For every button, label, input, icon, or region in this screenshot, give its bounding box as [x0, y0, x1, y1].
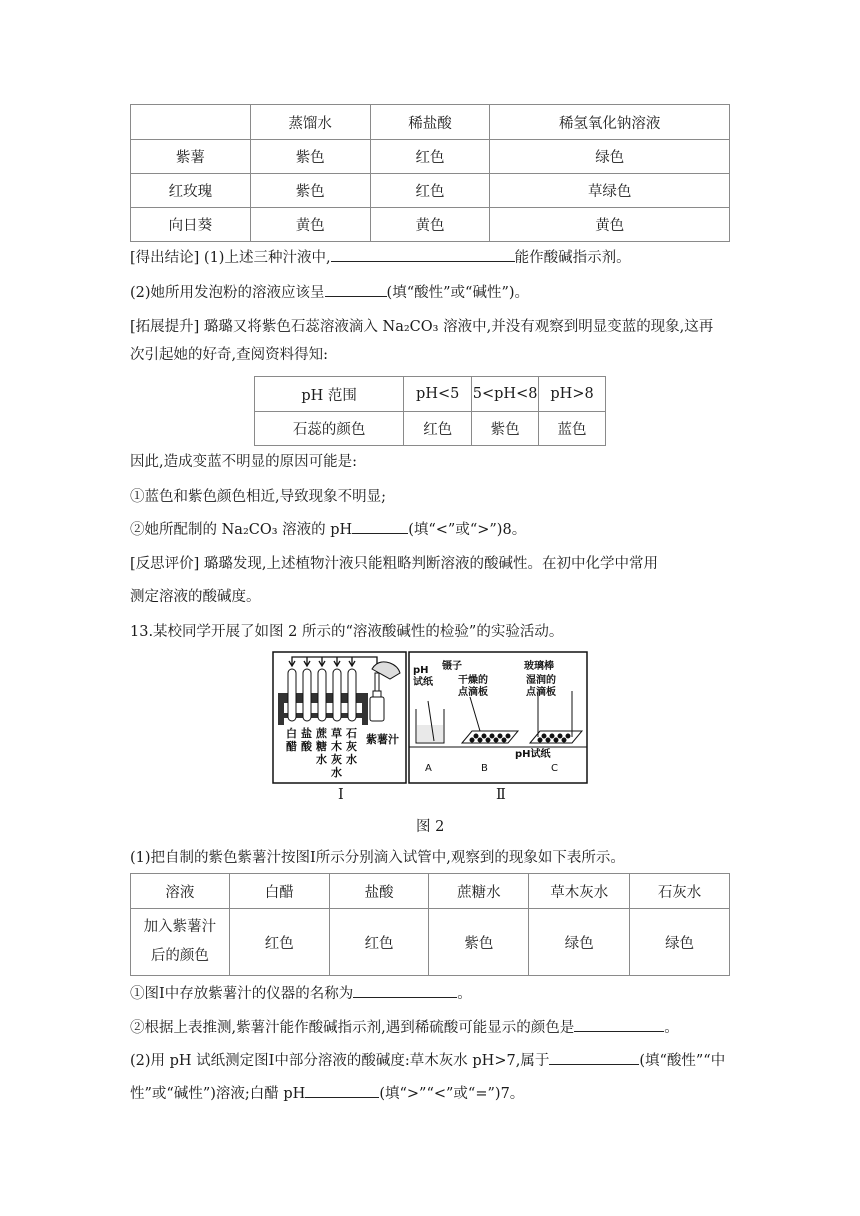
table-cell: 紫色: [250, 174, 370, 208]
dropping-arrows: [289, 657, 377, 667]
table-cell: 稀盐酸: [370, 105, 490, 140]
table-cell: 黄色: [370, 208, 490, 242]
table-cell: 向日葵: [131, 208, 251, 242]
table-cell: 紫色: [250, 140, 370, 174]
part-2-line-2: 性”或“碱性”)溶液;白醋 pH (填“>”“<”或“=”)7。: [130, 1083, 730, 1105]
figure-2-apparatus: [272, 651, 588, 786]
tube-label-vinegar: 白: [286, 727, 297, 740]
table-cell: 溶液: [131, 874, 230, 909]
table-row: [255, 377, 606, 412]
table-cell: pH>8: [539, 377, 606, 412]
evaluation-line-1: [反思评价] 璐璐发现,上述植物汁液只能粗略判断溶液的酸碱性。在初中化学中常用: [130, 556, 659, 572]
answer-blank[interactable]: [352, 519, 408, 534]
question-13-stem: 13.某校同学开展了如图 2 所示的“溶液酸碱性的检验”的实验活动。: [130, 624, 564, 640]
svg-text:试纸: 试纸: [413, 677, 433, 688]
table-cell: pH<5: [404, 377, 472, 412]
svg-text:醋: 醋: [286, 740, 297, 753]
svg-text:糖: 糖: [316, 740, 327, 753]
table-header-row: [131, 105, 730, 140]
dropper-bottle: [370, 662, 400, 721]
table-cell: 绿色: [490, 140, 730, 174]
table-row: [131, 140, 730, 174]
tube-label-limewater: 石: [346, 727, 357, 740]
answer-blank[interactable]: [574, 1017, 664, 1032]
svg-text:酸: 酸: [301, 740, 312, 753]
conclusion-line-1: [得出结论] (1)上述三种汁液中, 能作酸碱指示剂。: [130, 247, 730, 269]
table-cell: 蔗糖水: [429, 874, 529, 909]
wet-plate-label: 湿润的: [526, 675, 556, 686]
tube-label-hcl: 盐: [301, 727, 312, 740]
table-cell: [131, 105, 251, 140]
answer-blank[interactable]: [549, 1050, 639, 1065]
sub-question-1: ①图Ⅰ中存放紫薯汁的仪器的名称为 。: [130, 983, 730, 1005]
answer-blank[interactable]: [353, 983, 457, 998]
extension-line-2: 次引起她的好奇,查阅资料得知:: [130, 347, 328, 363]
reason-item-2: ②她所配制的 Na₂CO₃ 溶液的 pH (填“<”或“>”)8。: [130, 519, 730, 541]
table-row: [255, 412, 606, 446]
reason-intro: 因此,造成变蓝不明显的原因可能是:: [130, 454, 357, 470]
svg-text:水: 水: [346, 753, 357, 766]
svg-text:水: 水: [316, 753, 327, 766]
tube-label-ash: 草: [331, 727, 342, 740]
svg-text:水: 水: [331, 766, 342, 779]
table-cell: 紫色: [472, 412, 539, 446]
table-cell: 白醋: [229, 874, 329, 909]
dry-plate-label: 干燥的: [458, 675, 488, 686]
figure-caption: 图 2: [416, 819, 445, 835]
table-cell: 草绿色: [490, 174, 730, 208]
table-cell: pH 范围: [255, 377, 404, 412]
juice-label: 紫薯汁: [366, 733, 399, 746]
evaluation-line-2: 测定溶液的酸碱度。: [130, 589, 261, 605]
table-cell: 盐酸: [329, 874, 429, 909]
table-cell: 黄色: [490, 208, 730, 242]
table-cell: 黄色: [250, 208, 370, 242]
ph-paper-label-c: pH试纸: [515, 749, 551, 760]
part-2-line-1: (2)用 pH 试纸测定图Ⅰ中部分溶液的酸碱度:草木灰水 pH>7,属于 (填“酸性”“中: [130, 1050, 730, 1072]
table-header-row: [131, 874, 730, 909]
table-cell: 稀氢氧化钠溶液: [490, 105, 730, 140]
panel-2-caption: Ⅱ: [496, 787, 506, 803]
tube-labels: [286, 726, 399, 779]
conclusion-line-2: (2)她所用发泡粉的溶液应该呈 (填“酸性”或“碱性”)。: [130, 282, 730, 304]
panel-1-caption: Ⅰ: [338, 787, 344, 803]
table-cell: 蒸馏水: [250, 105, 370, 140]
litmus-color-table: [254, 376, 606, 446]
dry-dropping-plate: [462, 697, 518, 743]
svg-text:点滴板: 点滴板: [526, 687, 556, 698]
answer-blank[interactable]: [325, 282, 387, 297]
beaker-a: [416, 701, 444, 743]
svg-text:灰: 灰: [331, 753, 342, 766]
tweezers-label: 镊子: [442, 661, 462, 672]
answer-blank[interactable]: [305, 1083, 379, 1098]
table-cell: 红色: [370, 140, 490, 174]
table-row: [131, 909, 730, 976]
svg-text:灰: 灰: [346, 740, 357, 753]
table-cell: 绿色: [529, 909, 630, 976]
glass-rod-label: 玻璃棒: [524, 661, 554, 672]
table-cell: 红色: [404, 412, 472, 446]
label-b: B: [481, 763, 488, 774]
table-cell: 紫色: [429, 909, 529, 976]
reason-item-1: ①蓝色和紫色颜色相近,导致现象不明显;: [130, 489, 386, 505]
table-cell: 绿色: [630, 909, 730, 976]
table-cell: 红色: [370, 174, 490, 208]
purple-juice-result-table: [130, 873, 730, 976]
label-c: C: [551, 763, 558, 774]
indicator-color-table: [130, 104, 730, 242]
wet-dropping-plate: [530, 691, 582, 743]
table-cell: 红玫瑰: [131, 174, 251, 208]
tube-label-sugar: 蔗: [316, 727, 327, 740]
svg-text:木: 木: [331, 740, 342, 753]
table-cell: 石蕊的颜色: [255, 412, 404, 446]
ph-paper-label: pH: [413, 665, 429, 676]
table-cell: 紫薯: [131, 140, 251, 174]
table-cell: 红色: [329, 909, 429, 976]
label-a: A: [425, 763, 432, 774]
svg-text:点滴板: 点滴板: [458, 687, 488, 698]
table-cell: 石灰水: [630, 874, 730, 909]
table-cell: 蓝色: [539, 412, 606, 446]
sub-question-2: ②根据上表推测,紫薯汁能作酸碱指示剂,遇到稀硫酸可能显示的颜色是 。: [130, 1017, 730, 1039]
table-cell: 草木灰水: [529, 874, 630, 909]
table-cell: 加入紫薯汁 后的颜色: [131, 909, 230, 976]
panel-2-frame: [409, 652, 587, 783]
answer-blank[interactable]: [331, 247, 515, 262]
table-cell: 5<pH<8: [472, 377, 539, 412]
table-row: [131, 174, 730, 208]
part-1-stem: (1)把自制的紫色紫薯汁按图Ⅰ所示分别滴入试管中,观察到的现象如下表所示。: [130, 850, 625, 866]
table-row: [131, 208, 730, 242]
extension-line-1: [拓展提升] 璐璐又将紫色石蕊溶液滴入 Na₂CO₃ 溶液中,并没有观察到明显变蓝的现象,这再: [130, 319, 714, 335]
table-cell: 红色: [229, 909, 329, 976]
